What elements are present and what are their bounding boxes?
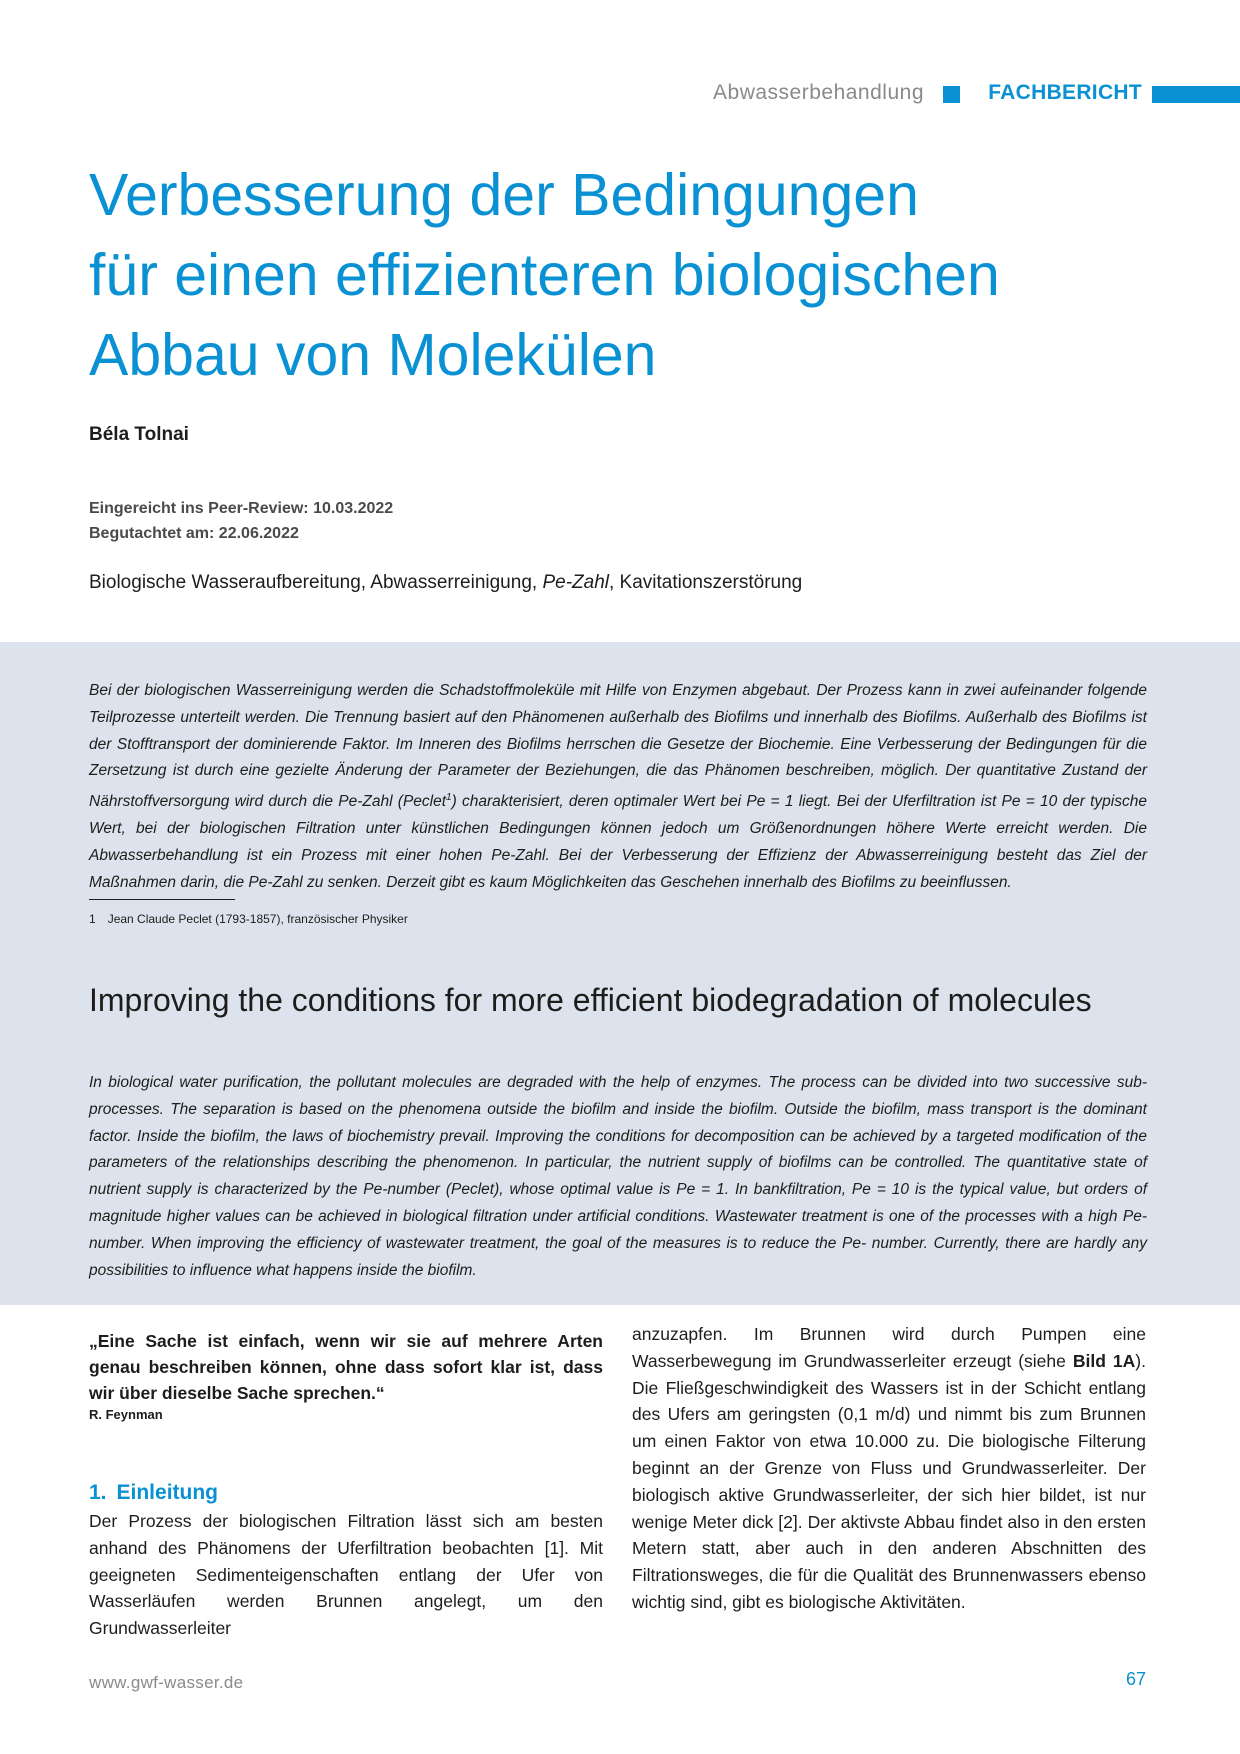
article-title: [89, 155, 1089, 395]
body-column-right: [632, 1324, 1146, 1616]
english-title: Improving the conditions for more efficient biodegradation of molecules: [89, 982, 1092, 1018]
footnote: [89, 912, 408, 926]
abstract-german: [89, 678, 1147, 897]
footer-url: www.gwf-wasser.de: [89, 1673, 244, 1692]
author-name: Béla Tolnai: [89, 424, 189, 445]
keywords-pe-zahl: Pe-Zahl: [542, 572, 609, 593]
abstract-de-text-2: ) charakterisiert, deren optimaler Wert bei Pe = 1 liegt. Bei der Uferfiltration ist Pe = 10 der typische Wert, bei der biologischen Filtration unter künstlichen Bedingungen können jedoch um Größenordnungen höhere Werte erreicht werden. Die Abwasserbehandlung ist ein Prozess mit einer hohen Pe-Zahl. Bei der Verbesserung der Effizienz der Abwasserreinigung besteht das Ziel der Maßnahmen darin, die Pe-Zahl zu senken. Derzeit gibt es kaum Möglichkeiten das Geschehen innerhalb des Biofilms zu beeinflussen.: [89, 793, 1147, 891]
footnote-number: 1: [89, 912, 96, 926]
header-stripe-marker: [1152, 86, 1240, 103]
abstract-de-text-1: Bei der biologischen Wasserreinigung werden die Schadstoffmoleküle mit Hilfe von Enzymen abgebaut. Der Prozess kann in zwei aufeinander folgende Teilprozesse unterteilt werden. Die Trennung basiert auf den Phänomenen außerhalb des Biofilms und innerhalb des Biofilms. Außerhalb des Biofilms ist der Stofftransport der dominierende Faktor. Im Inneren des Biofilms herrschen die Gesetze der Biochemie. Eine Verbesserung der Bedingungen für die Zersetzung ist durch eine gezielte Änderung der Parameter der Beziehungen, die das Phänomen beschreiben, möglich. Der quantitative Zustand der Nährstoffversorgung wird durch die Pe-Zahl (Peclet: [89, 682, 1147, 811]
reviewed-date: Begutachtet am: 22.06.2022: [89, 525, 299, 542]
section-number: 1.: [89, 1481, 107, 1504]
keywords: [89, 572, 802, 594]
page-number: 67: [1125, 1669, 1146, 1689]
body-text-right-part-1: anzuzapfen. Im Brunnen wird durch Pumpen eine Wasserbewegung im Grundwasserleiter erzeugt (siehe: [632, 1324, 1146, 1371]
keywords-part-3: , Kavitationszerstörung: [608, 572, 803, 593]
section-heading-einleitung: [89, 1478, 603, 1508]
title-line-1: Verbesserung der Bedingungen: [89, 162, 919, 228]
figure-reference: Bild 1A: [1072, 1350, 1136, 1371]
body-text-right-part-2: ). Die Fließgeschwindigkeit des Wassers ist in der Schicht entlang des Ufers am geringsten (0,1 m/d) und nimmt bis zum Brunnen um einen Faktor von etwa 10.000 zu. Die biologische Filterung beginnt an der Grenze von Fluss und Grundwasserleiter. Der biologisch aktive Grundwasserleiter, der sich hier bildet, ist nur wenige Meter dick [2]. Der aktivste Abbau findet also in den ersten Metern statt, aber auch in den anderen Abschnitten des Filtrationsweges, die für die Qualität des Brunnenwassers ebenso wichtig sind, gibt es biologische Aktivitäten.: [632, 1350, 1146, 1612]
header-square-marker: [943, 86, 960, 103]
running-header: [0, 78, 1240, 108]
header-article-type: FACHBERICHT: [988, 81, 1142, 104]
keywords-part-1: Biologische Wasseraufbereitung, Abwasserreinigung,: [89, 572, 543, 593]
quote-author: R. Feynman: [89, 1407, 163, 1422]
footnote-marker: 1: [446, 792, 452, 804]
body-column-left: [89, 1328, 603, 1642]
footnote-text: Jean Claude Peclet (1793-1857), französischer Physiker: [107, 912, 408, 926]
header-section-label: Abwasserbehandlung: [713, 81, 924, 104]
title-line-2: für einen effizienteren biologischen: [89, 242, 1000, 308]
review-dates: [89, 496, 393, 546]
body-text-left: Der Prozess der biologischen Filtration lässt sich am besten anhand des Phänomens der Uferfiltration beobachten [1]. Mit geeigneten Sedimenteigenschaften entlang der Ufer von Wasserläufen werden Brunnen angelegt, um den Grundwasserleiter: [89, 1511, 603, 1639]
abstract-english: In biological water purification, the pollutant molecules are degraded with the help of enzymes. The process can be divided into two successive sub-processes. The separation is based on the phenomena outside the biofilm and inside the biofilm. Outside the biofilm, mass transport is the dominant factor. Inside the biofilm, the laws of biochemistry prevail. Improving the conditions for decomposition can be achieved by a targeted modification of the parameters of the relationships describing the phenomenon. In particular, the nutrient supply of biofilms can be controlled. The quantitative state of nutrient supply is characterized by the Pe-number (Peclet), whose optimal value is Pe = 1. In bankfiltration, Pe = 10 is the typical value, but orders of magnitude higher values can be achieved in biological filtration under artificial conditions. Wastewater treatment is one of the processes with a high Pe-number. When improving the efficiency of wastewater treatment, the goal of the measures is to reduce the Pe- number. Currently, there are hardly any possibilities to influence what happens inside the biofilm.: [89, 1074, 1147, 1279]
body-text-right: [632, 1321, 1146, 1616]
feynman-quote: „Eine Sache ist einfach, wenn wir sie auf mehrere Arten genau beschreiben können, ohne dass sofort klar ist, dass wir über dieselbe Sache sprechen.“: [89, 1331, 603, 1403]
title-line-3: Abbau von Molekülen: [89, 322, 657, 388]
section-title: Einleitung: [116, 1481, 219, 1504]
footnote-divider: [89, 899, 235, 900]
submitted-date: Eingereicht ins Peer-Review: 10.03.2022: [89, 500, 394, 517]
